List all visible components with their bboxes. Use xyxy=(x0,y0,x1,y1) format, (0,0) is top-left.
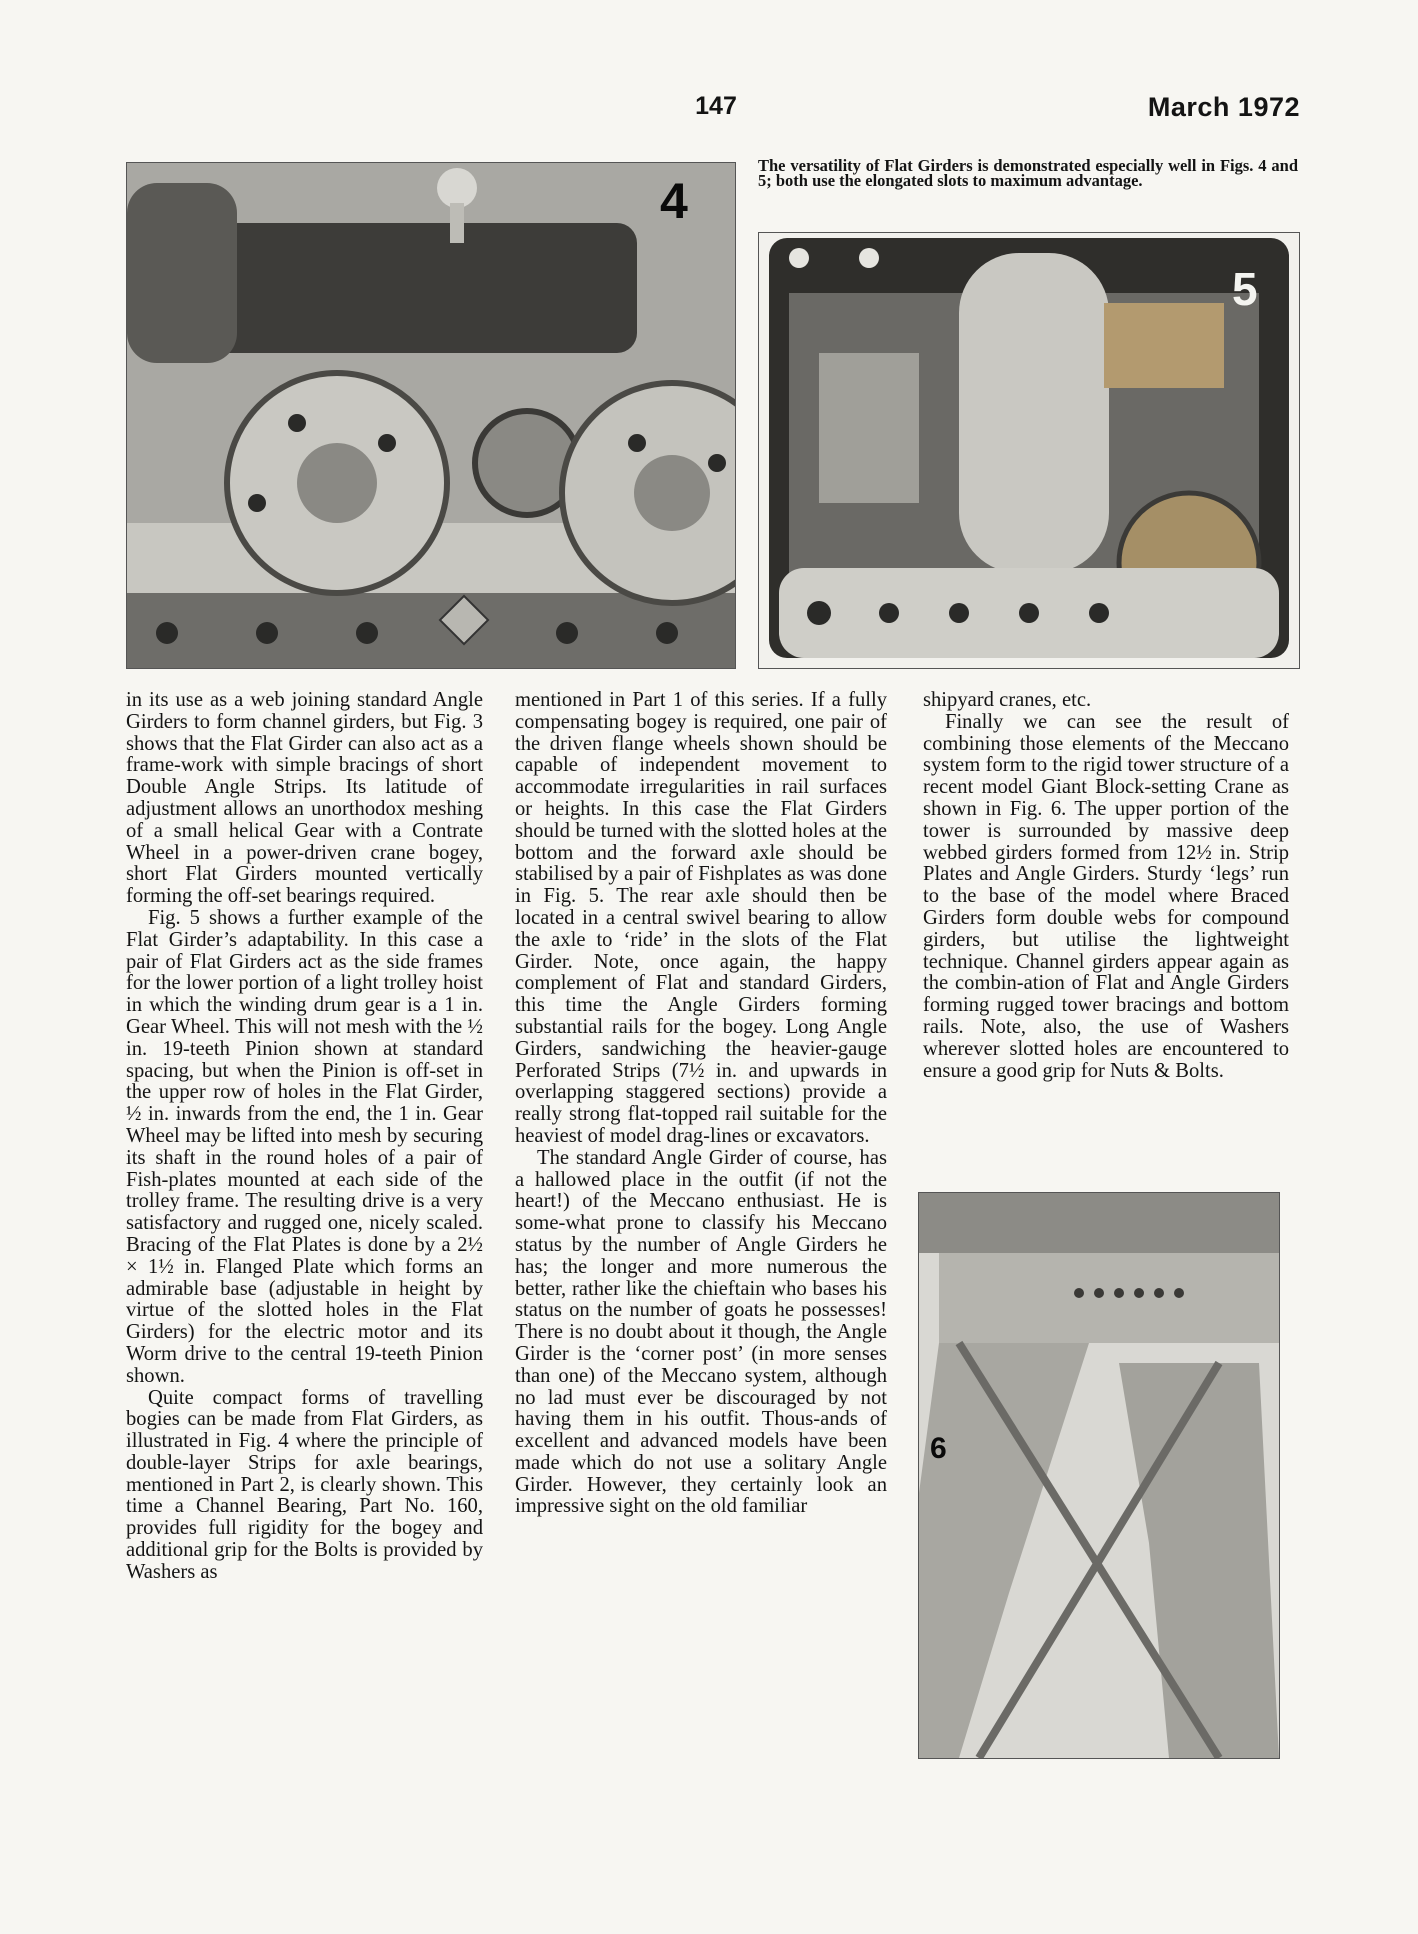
paragraph: Finally we can see the result of combining those elements of the Meccano system form to the rigid tower structure of a recent model Giant Block-setting Crane as shown in Fig. 6. The upper portion of the tower is surrounded by massive deep webbed girders formed from 12½ in. Strip Plates and Angle Girders. Sturdy ‘legs’ run to the base of the model where Braced Girders form double webs for compound girders, but utilise the lightweight technique. Channel girders appear again as the combin-ation of Flat and Angle Girders forming rugged tower bracings and bottom rails. Note, also, the use of Washers wherever slotted holes are encountered to ensure a good grip for Nuts & Bolts. xyxy=(923,710,1289,1082)
trolley-hoist-image xyxy=(759,233,1299,668)
paragraph: Quite compact forms of travelling bogies can be made from Flat Girders, as illustrated in Fig. 4 where the principle of double-layer Strips for axle bearings, mentioned in Part 2, is clearly shown. This time a Channel Bearing, Part No. 160, provides full rigidity for the bogey and additional grip for the Bolts is provided by Washers as xyxy=(126,1386,483,1583)
text-column-1 xyxy=(126,690,483,1584)
paragraph: The standard Angle Girder of course, has a hallowed place in the outfit (if not the heart!) of the Meccano enthusiast. He is some-what prone to classify his Meccano status by the number of Angle Girders he has; the longer and more numerous the better, rather like the chieftain who bases his status on the number of goats he possesses! There is no doubt about it though, the Angle Girder is the ‘corner post’ (in more senses than one) of the Meccano system, although no lad must ever be discouraged by not having them in his outfit. Thous-ands of excellent and advanced models have been made which do not use a solitary Angle Girder. However, they certainly look an impressive sight on the old familiar xyxy=(515,1146,887,1518)
figure-4-photo xyxy=(126,162,736,669)
figure-6-photo xyxy=(918,1192,1280,1759)
figure-5-photo xyxy=(758,232,1300,669)
figure-caption: The versatility of Flat Girders is demonstrated especially well in Figs. 4 and 5; both use the elongated slots to maximum advantage. xyxy=(758,156,1298,190)
figure-6-label: 6 xyxy=(930,1432,947,1465)
figure-4-label: 4 xyxy=(660,173,688,229)
gear-assembly-image xyxy=(127,163,735,668)
paragraph: in its use as a web joining standard Angle Girders to form channel girders, but Fig. 3 shows that the Flat Girder can also act as a frame-work with simple bracings of short Double Angle Strips. Its latitude of adjustment allows an unorthodox meshing of a small helical Gear with a Contrate Wheel in a power-driven crane bogey, short Flat Girders mounted vertically forming the off-set bearings required. xyxy=(126,689,483,908)
page-number: 147 xyxy=(695,92,737,120)
issue-date: March 1972 xyxy=(1147,92,1300,122)
text-column-2 xyxy=(515,690,887,1518)
paragraph: mentioned in Part 1 of this series. If a fully compensating bogey is required, one pair of the driven flange wheels shown should be capable of independent movement to accommodate irregularities in rail surfaces or heights. In this case the Flat Girders should be turned with the slotted holes at the bottom and the forward axle should be stabilised by a pair of Fishplates as was done in Fig. 5. The rear axle should then be located in a central swivel bearing to allow the axle to ‘ride’ in the slots of the Flat Girder. Note, once again, the happy complement of Flat and standard Girders, this time the Angle Girders forming substantial rails for the bogey. Long Angle Girders, sandwiching the heavier-gauge Perforated Strips (7½ in. and upwards in overlapping staggered sections) provide a really strong flat-topped rail suitable for the heaviest of model drag-lines or excavators. xyxy=(515,689,887,1147)
crane-tower-image xyxy=(919,1193,1279,1758)
paragraph: Fig. 5 shows a further example of the Flat Girder’s adaptability. In this case a pair of Flat Girders act as the side frames for the lower portion of a light trolley hoist in which the winding drum gear is a 1 in. Gear Wheel. This will not mesh with the ½ in. 19-teeth Pinion shown at standard spacing, but when the Pinion is off-set in the upper row of holes in the Flat Girder, ½ in. inwards from the end, the 1 in. Gear Wheel may be lifted into mesh by securing its shaft in the round holes of a pair of Fish-plates mounted at each side of the trolley frame. The resulting drive is a very satisfactory and rugged one, nicely scaled. Bracing of the Flat Plates is done by a 2½ × 1½ in. Flanged Plate which forms an admirable base (adjustable in height by virtue of the slotted holes in the Flat Girders) for the electric motor and its Worm drive to the central 19-teeth Pinion shown. xyxy=(126,906,483,1387)
paragraph: shipyard cranes, etc. xyxy=(923,689,1092,711)
figure-5-label: 5 xyxy=(1232,263,1258,315)
text-column-3 xyxy=(923,690,1289,1082)
